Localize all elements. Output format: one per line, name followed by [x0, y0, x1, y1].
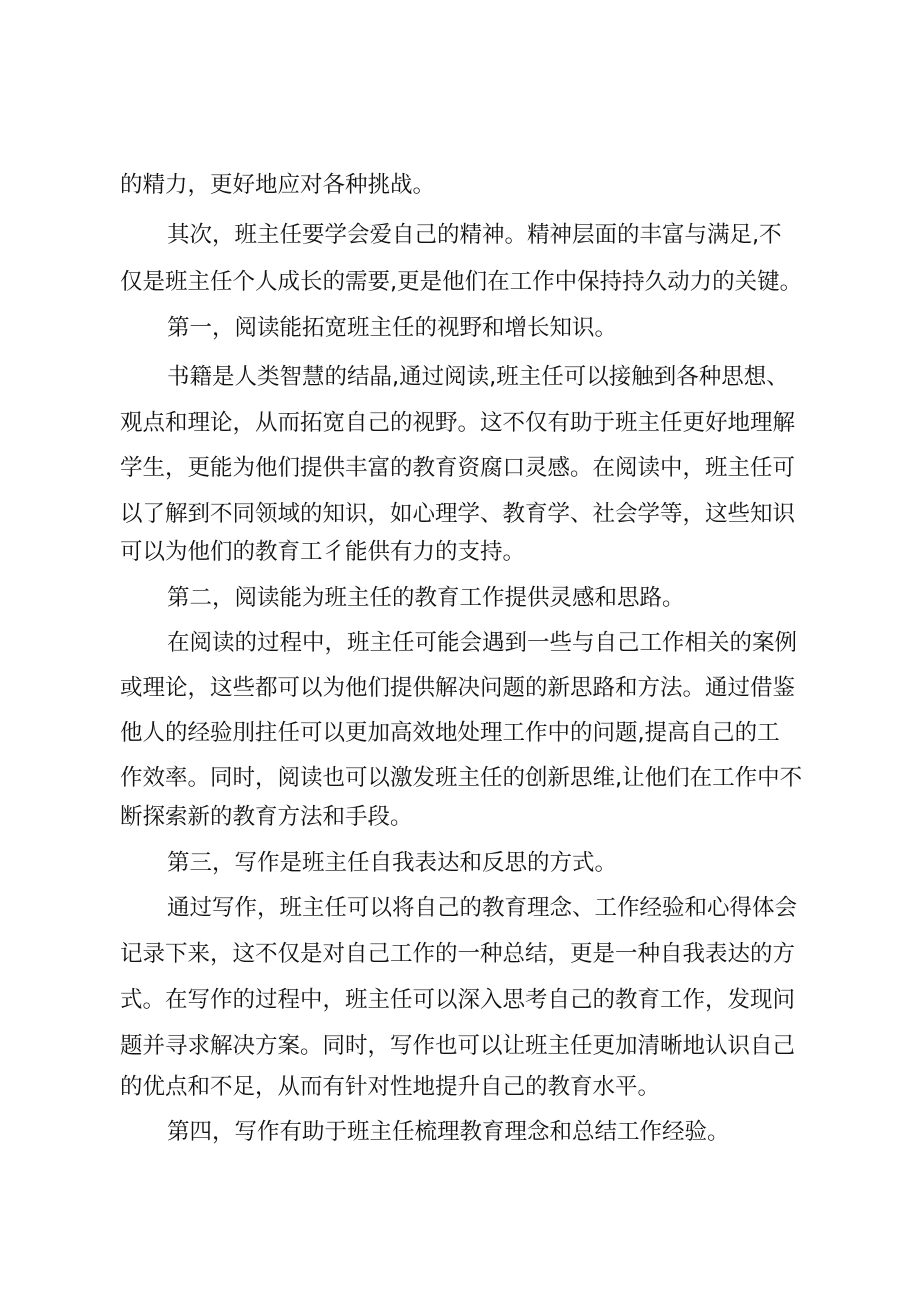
- text-line: 学生，更能为他们提供丰富的教育资腐口灵感。在阅读中，班主任可: [120, 455, 796, 481]
- text-line: 通过写作，班主任可以将自己的教育理念、工作经验和心得体会: [167, 895, 798, 921]
- text-line: 断探索新的教育方法和手段。: [120, 804, 413, 830]
- text-line: 的优点和不足，从而有针对性地提升自己的教育水平。: [120, 1074, 661, 1100]
- text-line: 作效率。同时，阅读也可以激发班主任的创新思维,让他们在工作中不: [120, 765, 803, 791]
- text-line: 可以为他们的教育工彳能供有力的支持。: [120, 539, 526, 565]
- text-line: 他人的经验刖拄任可以更加高效地处理工作中的问题,提高自己的工: [120, 720, 780, 746]
- text-line: 第三，写作是班主任自我表达和反思的方式。: [167, 850, 618, 876]
- text-line: 或理论，这些都可以为他们提供解决问题的新思路和方法。通过借鉴: [120, 675, 796, 701]
- text-line: 在阅读的过程中，班主任可能会遇到一些与自己工作相关的案例: [167, 630, 798, 656]
- text-line: 题并寻求解决方案。同时，写作也可以让班主任更加清晰地认识自己: [120, 1033, 796, 1059]
- text-line: 的精力，更好地应对各种挑战。: [120, 172, 436, 198]
- text-line: 以了解到不同领域的知识，如心理学、教育学、社会学等，这些知识: [120, 501, 796, 527]
- text-line: 式。在写作的过程中，班主任可以深入思考自己的教育工作，发现问: [120, 987, 796, 1013]
- text-line: 书籍是人类智慧的结晶,通过阅读,班主任可以接触到各种思想、: [167, 364, 789, 390]
- text-line: 第二，阅读能为班主任的教育工作提供灵感和思路。: [167, 585, 685, 611]
- text-line: 仅是班主任个人成长的需要,更是他们在工作中保持持久动力的关键。: [120, 269, 803, 295]
- text-line: 第一，阅读能拓宽班主任的视野和增长知识。: [167, 315, 618, 341]
- text-line: 观点和理论，从而拓宽自己的视野。这不仅有助于班主任更好地理解: [120, 410, 796, 436]
- text-line: 记录下来，这不仅是对自己工作的一种总结，更是一种自我表达的方: [120, 941, 796, 967]
- text-line: 其次，班主任要学会爱自己的精神。精神层面的丰富与满足,不: [167, 222, 782, 248]
- text-line: 第四，写作有助于班主任梳理教育理念和总结工作经验。: [167, 1119, 730, 1145]
